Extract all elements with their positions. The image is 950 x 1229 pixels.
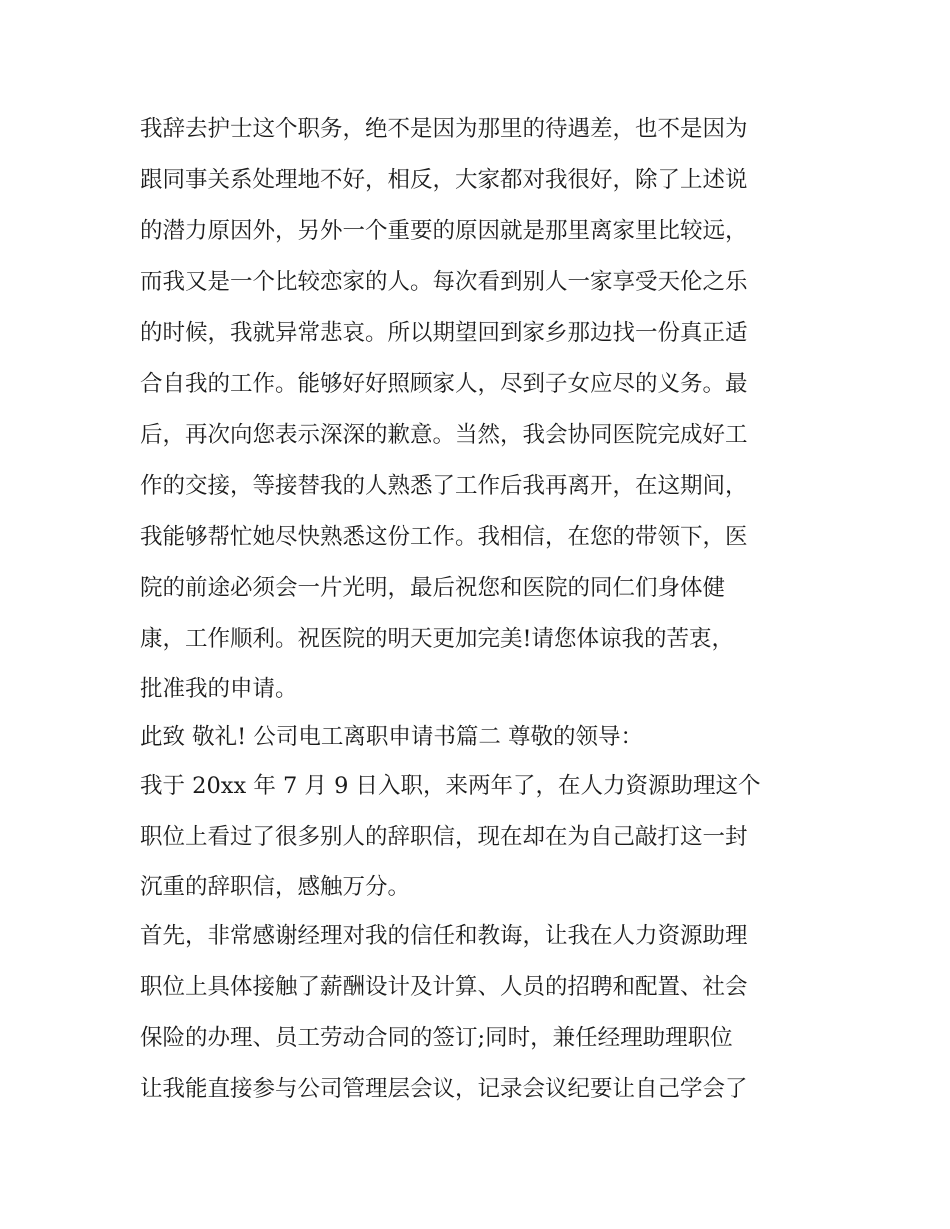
paragraph-resignation-reason [140,104,820,713]
text-line: 跟同事关系处理地不好，相反，大家都对我很好，除了上述说 [140,167,748,193]
text-line: 职位上看过了很多别人的辞职信，现在却在为自己敲打这一封 [140,824,748,850]
text-line: 首先，非常感谢经理对我的信任和教诲，让我在人力资源助理 [140,923,748,949]
document-page [140,104,820,1115]
text-line: 我辞去护士这个职务，绝不是因为那里的待遇差，也不是因为 [140,116,748,142]
text-line: 批准我的申请。 [140,676,298,702]
text-line: 院的前途必须会一片光明，最后祝您和医院的同仁们身体健 [140,575,726,601]
text-line: 作的交接，等接替我的人熟悉了工作后我再离开，在这期间， [140,473,748,499]
text-line: 我能够帮忙她尽快熟悉这份工作。我相信，在您的带领下，医 [140,524,748,550]
text-line: 我于 20xx 年 7 月 9 日入职，来两年了，在人力资源助理这个 [140,773,761,799]
text-line: 康，工作顺利。祝医院的明天更加完美!请您体谅我的苦衷， [140,626,735,652]
text-line: 让我能直接参与公司管理层会议，记录会议纪要让自己学会了 [140,1076,748,1102]
text-line: 保险的办理、员工劳动合同的签订;同时，兼任经理助理职位 [140,1025,733,1051]
text-line: 的时候，我就异常悲哀。所以期望回到家乡那边找一份真正适 [140,320,748,346]
text-line: 合自我的工作。能够好好照顾家人，尽到子女应尽的义务。最 [140,371,748,397]
paragraph-salutation-heading [140,713,820,761]
text-line: 职位上具体接触了薪酬设计及计算、人员的招聘和配置、社会 [140,974,748,1000]
text-line: 的潜力原因外，另外一个重要的原因就是那里离家里比较远， [140,218,748,244]
text-line: 此致 敬礼! 公司电工离职申请书篇二 尊敬的领导： [140,724,643,750]
text-line: 沉重的辞职信，感触万分。 [140,874,411,900]
text-line: 后，再次向您表示深深的歉意。当然，我会协同医院完成好工 [140,422,748,448]
paragraph-entry-date [140,761,820,911]
text-line: 而我又是一个比较恋家的人。每次看到别人一家享受天伦之乐 [140,269,748,295]
paragraph-gratitude [140,911,820,1115]
